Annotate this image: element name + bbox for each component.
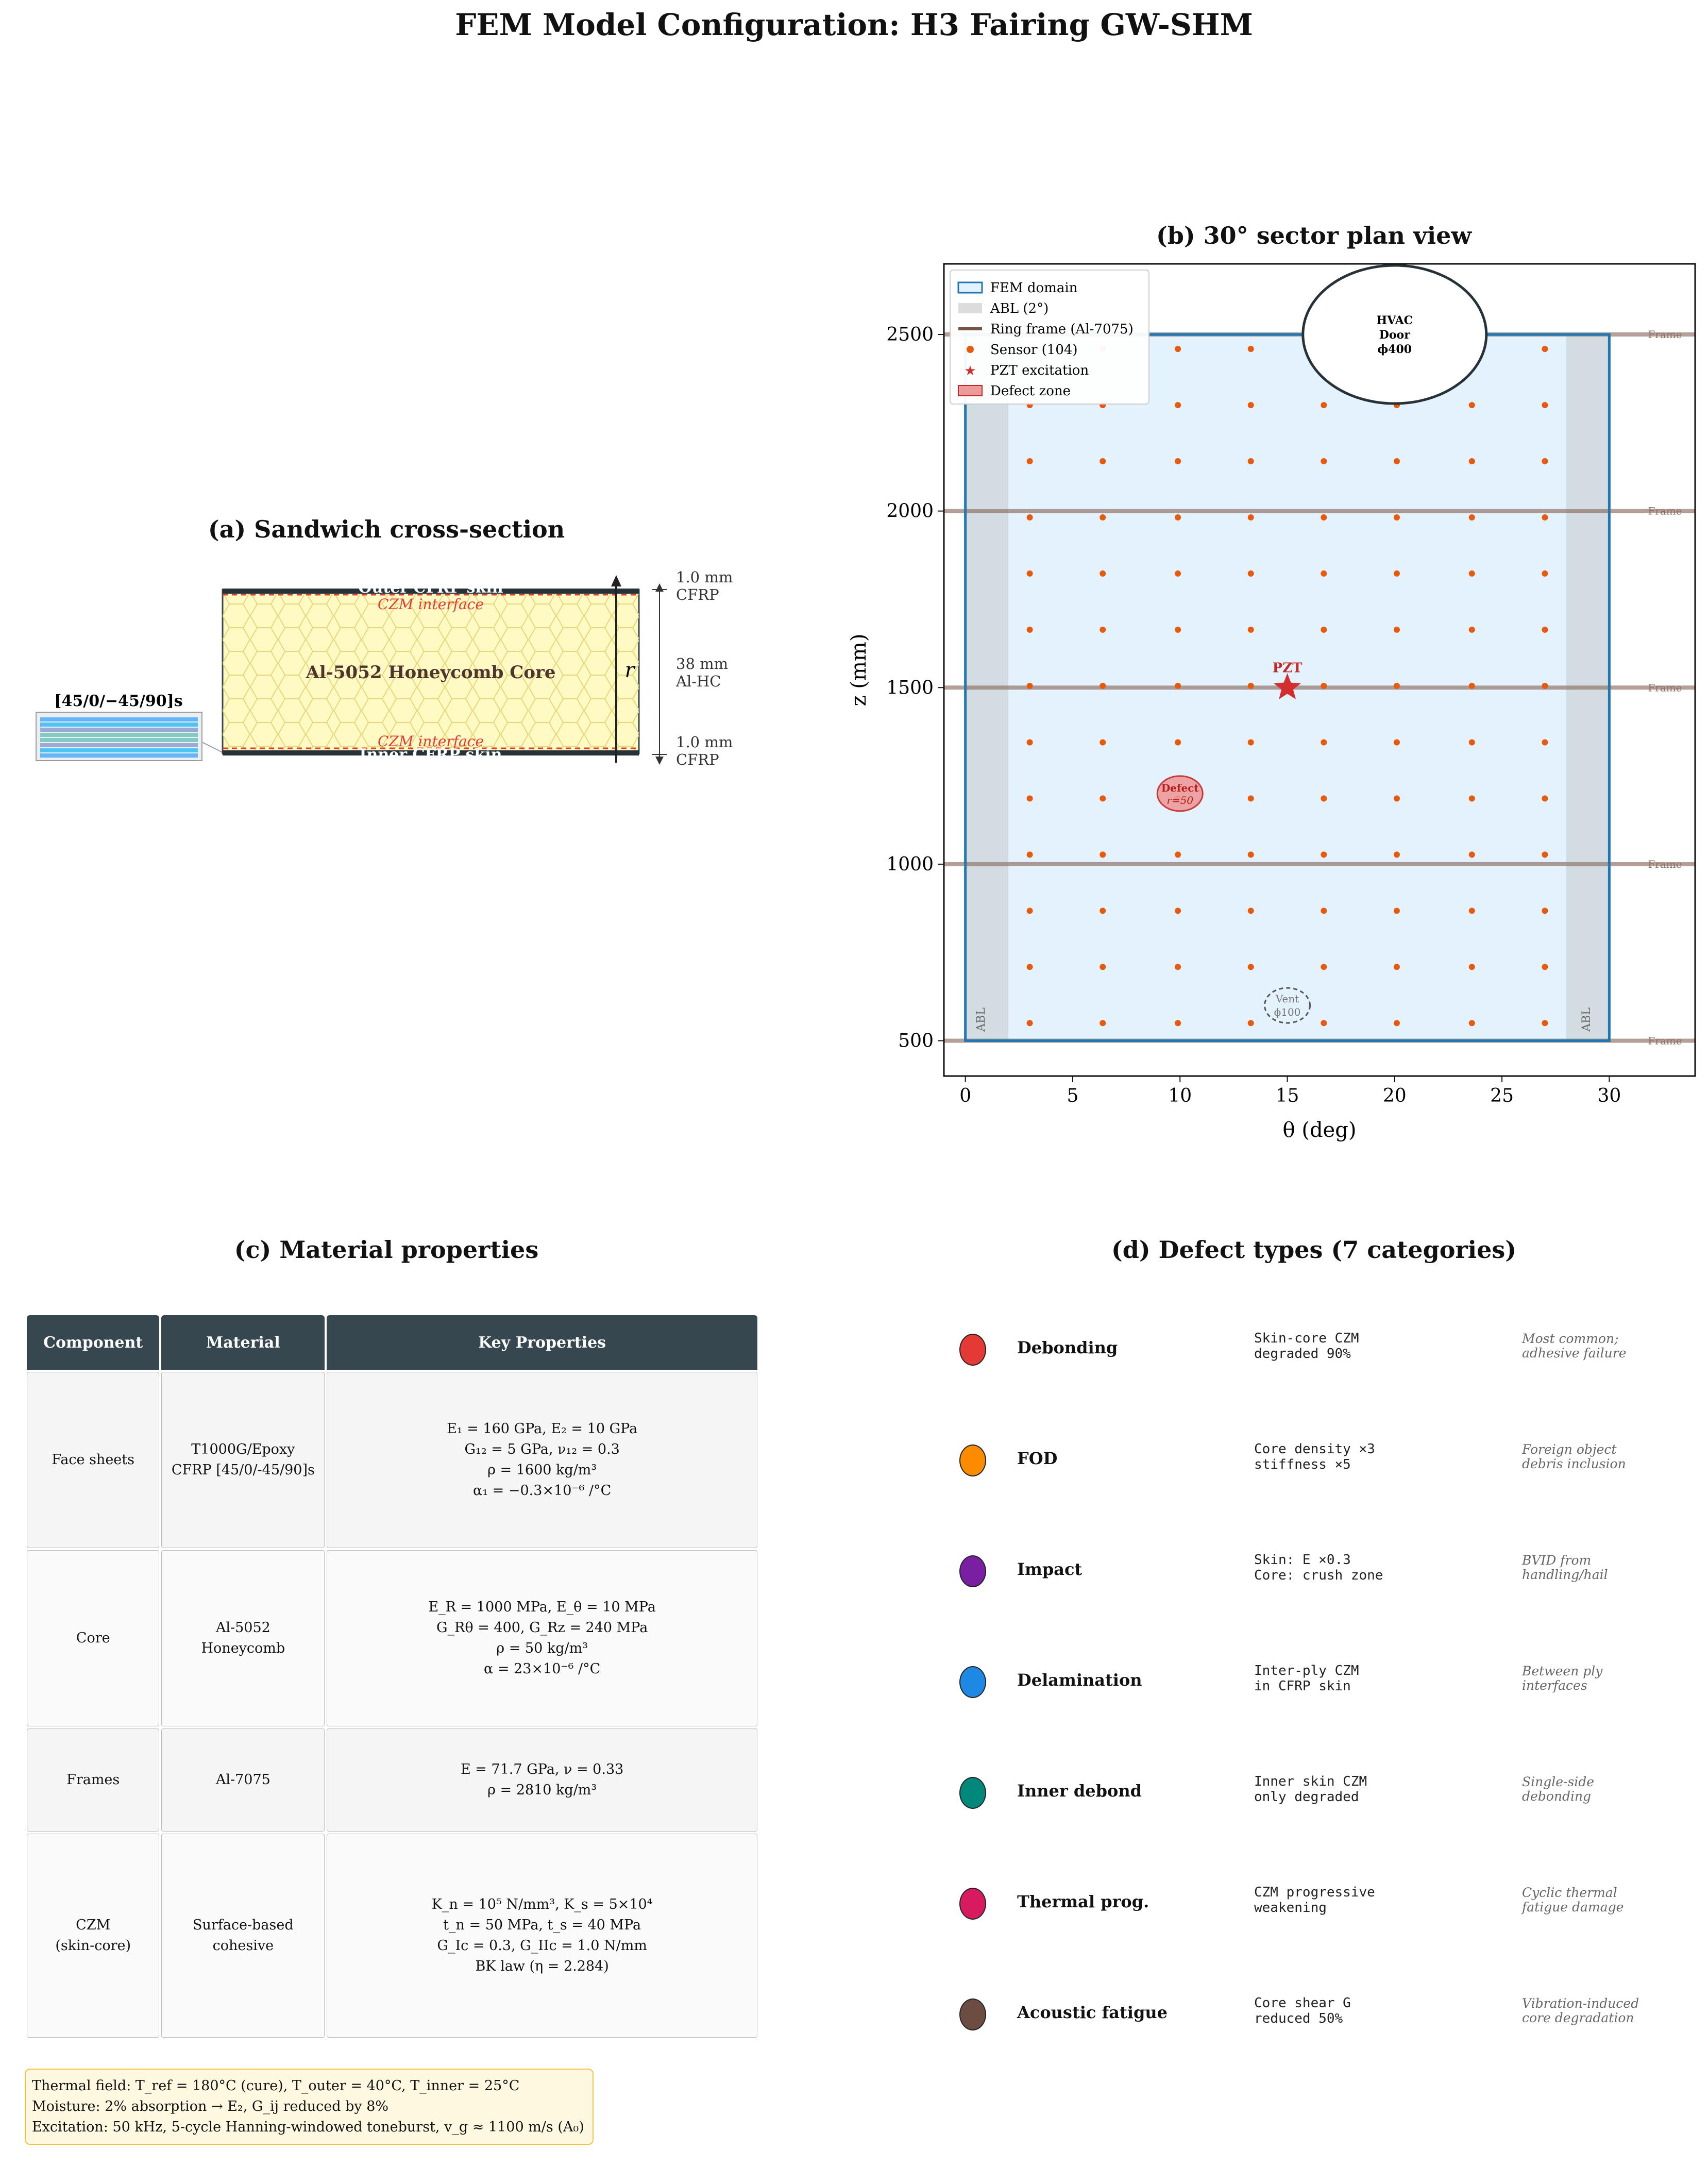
legend-swatch-sensor [967,346,974,353]
sensor-point [1469,795,1475,801]
defect-model-effect: Skin: E ×0.3 Core: crush zone [1254,1552,1383,1583]
y-axis-label: z (mm) [847,633,871,707]
sensor-point [1175,908,1181,914]
table-row [27,1834,757,2038]
cell-properties [327,1728,757,1832]
sensor-point [1321,964,1327,970]
sensor-point [1321,851,1327,858]
cell-component: Face sheets [27,1372,159,1548]
legend-swatch-defect [958,385,982,396]
sensor-point [1027,964,1033,970]
defect-row [959,1550,1691,1591]
sensor-point [1100,458,1106,464]
defect-row [959,1993,1691,2035]
defect-color-dot [959,1777,986,1809]
hvac-door-label: ϕ400 [1377,343,1412,357]
sensor-point [1394,514,1400,520]
cell-properties [327,1372,757,1548]
legend-swatch-domain [958,282,982,293]
sensor-point [1248,402,1254,408]
sensor-point [1469,570,1475,577]
sensor-point [1542,1020,1548,1026]
defect-name: Acoustic fatigue [1017,2003,1168,2022]
x-tick-label: 25 [1490,1085,1514,1106]
note-thermal: Thermal field: T_ref = 180°C (cure), T_outer = 40°C, T_inner = 25°C [32,2078,520,2094]
dim-mid-label: 38 mm Al-HC [676,655,729,690]
cell-properties [327,1550,757,1726]
sensor-point [1321,1020,1327,1026]
defect-name: FOD [1017,1449,1058,1468]
layup-label: [45/0/−45/90]s [54,692,183,710]
defect-name: Inner debond [1017,1781,1142,1801]
core-label: Al-5052 Honeycomb Core [306,662,556,683]
sensor-point [1542,458,1548,464]
property-line: BK law (η = 2.284) [475,1958,609,1974]
sector-plan-view [835,247,1705,1144]
sensor-point [1542,739,1548,745]
sensor-point [1394,627,1400,633]
sensor-point [1100,1020,1106,1026]
sensor-point [1394,458,1400,464]
defect-row [959,1661,1691,1702]
cell-component: Core [27,1550,159,1726]
defect-model-effect: Inter-ply CZM in CFRP skin [1254,1663,1359,1694]
sensor-point [1175,402,1181,408]
y-tick-label: 1000 [886,853,934,875]
defect-zone-label: Defect [1161,781,1199,794]
sensor-point [1542,851,1548,858]
y-tick-label: 2500 [886,324,934,346]
sensor-point [1248,458,1254,464]
x-tick-label: 15 [1275,1085,1299,1106]
sensor-point [1469,908,1475,914]
x-tick-label: 5 [1067,1085,1079,1106]
dim-top-label: 1.0 mm CFRP [676,568,733,603]
x-tick-label: 10 [1168,1085,1192,1106]
sensor-point [1321,739,1327,745]
defect-model-effect: Core shear G reduced 50% [1254,1995,1351,2026]
sensor-point [1027,458,1033,464]
defect-color-dot [959,1666,986,1698]
sensor-point [1321,514,1327,520]
hvac-door-label: HVAC [1376,314,1413,328]
defect-note: Most common; adhesive failure [1522,1331,1627,1361]
sensor-point [1469,627,1475,633]
sensor-point [1027,627,1033,633]
sensor-point [1248,795,1254,801]
sensor-point [1175,627,1181,633]
sensor-point [1542,514,1548,520]
defect-note: Vibration-induced core degradation [1522,1996,1639,2025]
x-tick-label: 20 [1382,1085,1407,1106]
legend-label: FEM domain [990,280,1078,296]
czm-bottom-label: CZM interface [378,733,484,750]
defect-row [959,1439,1691,1481]
defect-note: Single-side debonding [1522,1774,1595,1804]
sensor-point [1248,739,1254,745]
layup-inset [36,712,223,761]
sensor-point [1542,964,1548,970]
table-row [27,1728,757,1832]
y-tick-label: 1500 [886,677,934,699]
inner-skin-label: Inner CFRP skin [359,746,502,764]
sensor-point [1321,570,1327,577]
cell-material: Al-7075 [161,1728,325,1832]
panel-a-title: (a) Sandwich cross-section [208,515,565,543]
sensor-point [1321,458,1327,464]
sensor-point [1542,346,1548,352]
vent-label: ϕ100 [1274,1005,1301,1018]
cell-material: T1000G/Epoxy CFRP [45/0/-45/90]s [161,1372,325,1548]
sensor-point [1100,627,1106,633]
defect-name: Impact [1017,1559,1083,1579]
sensor-point [1469,402,1475,408]
czm-top-label: CZM interface [378,596,484,613]
cell-material: Surface-based cohesive [161,1834,325,2038]
defect-color-dot [959,1888,986,1920]
property-line: ρ = 50 kg/m³ [496,1640,588,1656]
sensor-point [1248,570,1254,577]
sensor-point [1394,964,1400,970]
defect-name: Thermal prog. [1017,1892,1149,1911]
legend-label: PZT excitation [990,363,1089,378]
frame-label: Frame [1648,858,1682,870]
sensor-point [1542,795,1548,801]
sensor-point [1542,402,1548,408]
sensor-point [1469,964,1475,970]
property-line: G_Rθ = 400, G_Rz = 240 MPa [436,1620,648,1636]
sensor-point [1100,570,1106,577]
sensor-point [1175,1020,1181,1026]
r-label: r [624,659,635,682]
x-tick-label: 30 [1597,1085,1621,1106]
property-line: α₁ = −0.3×10⁻⁶ /°C [473,1483,612,1499]
sensor-point [1175,851,1181,858]
sensor-point [1321,908,1327,914]
property-line: α = 23×10⁻⁶ /°C [484,1661,601,1677]
defect-zone-radius: r=50 [1166,794,1194,807]
property-line: ρ = 1600 kg/m³ [487,1462,597,1478]
defect-color-dot [959,1334,986,1366]
cell-component: Frames [27,1728,159,1832]
sensor-point [1175,570,1181,577]
sensor-point [1542,570,1548,577]
sensor-point [1394,795,1400,801]
simulation-notes [25,2069,594,2145]
sensor-point [1248,851,1254,858]
hvac-door-label: Door [1379,328,1410,342]
defect-row [959,1329,1691,1370]
sensor-point [1027,795,1033,801]
sensor-point [1175,683,1181,689]
dim-bot-label: 1.0 mm CFRP [676,733,733,768]
sensor-point [1248,683,1254,689]
cell-properties [327,1834,757,2038]
legend-label: Ring frame (Al-7075) [990,322,1134,337]
sensor-point [1394,683,1400,689]
header-component: Component [27,1315,159,1370]
sensor-point [1248,964,1254,970]
vent-label: Vent [1275,992,1299,1005]
defect-model-effect: Skin-core CZM degraded 90% [1254,1331,1359,1362]
defect-color-dot [959,1445,986,1476]
abl-label: ABL [1580,1007,1593,1032]
defect-color-dot [959,1999,986,2030]
defect-name: Debonding [1017,1338,1118,1357]
sensor-point [1321,627,1327,633]
legend-swatch-pzt: ★ [964,363,976,379]
header-key-properties: Key Properties [327,1315,757,1370]
defect-color-dot [959,1555,986,1587]
sensor-point [1469,1020,1475,1026]
sensor-point [1469,683,1475,689]
sensor-point [1248,627,1254,633]
legend-label: Sensor (104) [990,342,1078,358]
frame-label: Frame [1648,328,1682,341]
property-line: ρ = 2810 kg/m³ [487,1782,597,1798]
legend-label: ABL (2°) [990,301,1049,316]
property-line: E₁ = 160 GPa, E₂ = 10 GPa [447,1421,638,1437]
y-tick-label: 500 [898,1030,934,1052]
y-tick-label: 2000 [886,500,934,522]
table-row [27,1372,757,1548]
sensor-point [1027,514,1033,520]
property-line: t_n = 50 MPa, t_s = 40 MPa [443,1917,641,1933]
sensor-point [1394,908,1400,914]
property-line: K_n = 10⁵ N/mm³, K_s = 5×10⁴ [431,1896,653,1912]
table-row [27,1550,757,1726]
sensor-point [1100,908,1106,914]
legend-swatch-abl [958,303,982,313]
defect-note: BVID from handling/hail [1522,1553,1608,1582]
cell-material: Al-5052 Honeycomb [161,1550,325,1726]
sensor-point [1394,851,1400,858]
sensor-point [1248,346,1254,352]
sensor-point [1321,402,1327,408]
property-line: E = 71.7 GPa, ν = 0.33 [461,1761,624,1777]
sensor-point [1469,739,1475,745]
defect-row [959,1772,1691,1813]
defect-name: Delamination [1017,1670,1142,1690]
note-moisture: Moisture: 2% absorption → E₂, G_ij reduced by 8% [32,2098,389,2114]
property-line: G₁₂ = 5 GPa, ν₁₂ = 0.3 [464,1441,620,1457]
pzt-label: PZT [1272,660,1303,676]
frame-label: Frame [1648,505,1682,517]
figure-title: FEM Model Configuration: H3 Fairing GW-SHM [455,7,1253,42]
defect-row [959,1883,1691,1924]
property-line: G_Ic = 0.3, G_IIc = 1.0 N/mm [437,1938,647,1954]
sensor-point [1469,458,1475,464]
sensor-point [1248,908,1254,914]
frame-label: Frame [1648,1034,1682,1047]
defect-note: Cyclic thermal fatigue damage [1522,1885,1624,1915]
sensor-point [1100,795,1106,801]
material-table [25,1313,759,2040]
property-line: E_R = 1000 MPa, E_θ = 10 MPa [428,1599,656,1615]
panel-d-title: (d) Defect types (7 categories) [1111,1236,1517,1264]
sensor-point [1027,908,1033,914]
sensor-point [1175,964,1181,970]
sensor-point [1027,683,1033,689]
x-axis-label: θ (deg) [1282,1118,1357,1142]
panel-c-title: (c) Material properties [234,1236,539,1264]
defect-note: Foreign object debris inclusion [1522,1442,1626,1471]
sensor-point [1394,1020,1400,1026]
defect-model-effect: Inner skin CZM only degraded [1254,1774,1367,1805]
defect-model-effect: CZM progressive weakening [1254,1885,1375,1916]
sensor-point [1027,1020,1033,1026]
sandwich-cross-section [0,557,804,783]
frame-label: Frame [1648,681,1682,694]
sensor-point [1175,514,1181,520]
outer-skin-label: Outer CFRP skin [358,579,503,597]
note-excitation: Excitation: 50 kHz, 5-cycle Hanning-windowed toneburst, v_g ≈ 1100 m/s (A₀) [32,2119,584,2135]
sensor-point [1027,739,1033,745]
sensor-point [1542,683,1548,689]
sensor-point [1394,739,1400,745]
sensor-point [1542,908,1548,914]
abl-label: ABL [975,1007,988,1032]
sensor-point [1100,851,1106,858]
defect-model-effect: Core density ×3 stiffness ×5 [1254,1441,1375,1472]
sensor-point [1469,851,1475,858]
sensor-point [1394,570,1400,577]
sensor-point [1321,683,1327,689]
sensor-point [1248,1020,1254,1026]
sensor-point [1469,514,1475,520]
sensor-point [1542,627,1548,633]
sensor-point [1100,514,1106,520]
sensor-point [1100,964,1106,970]
sensor-point [1027,851,1033,858]
header-material: Material [161,1315,325,1370]
defect-note: Between ply interfaces [1522,1664,1603,1693]
sensor-point [1100,739,1106,745]
panel-b-title: (b) 30° sector plan view [1156,222,1472,249]
sensor-point [1175,739,1181,745]
sensor-point [1175,458,1181,464]
cell-component: CZM (skin-core) [27,1834,159,2038]
sensor-point [1248,514,1254,520]
x-tick-label: 0 [959,1085,972,1106]
sensor-point [1175,346,1181,352]
legend-label: Defect zone [990,383,1071,399]
sensor-point [1321,795,1327,801]
sensor-point [1027,570,1033,577]
sensor-point [1100,683,1106,689]
